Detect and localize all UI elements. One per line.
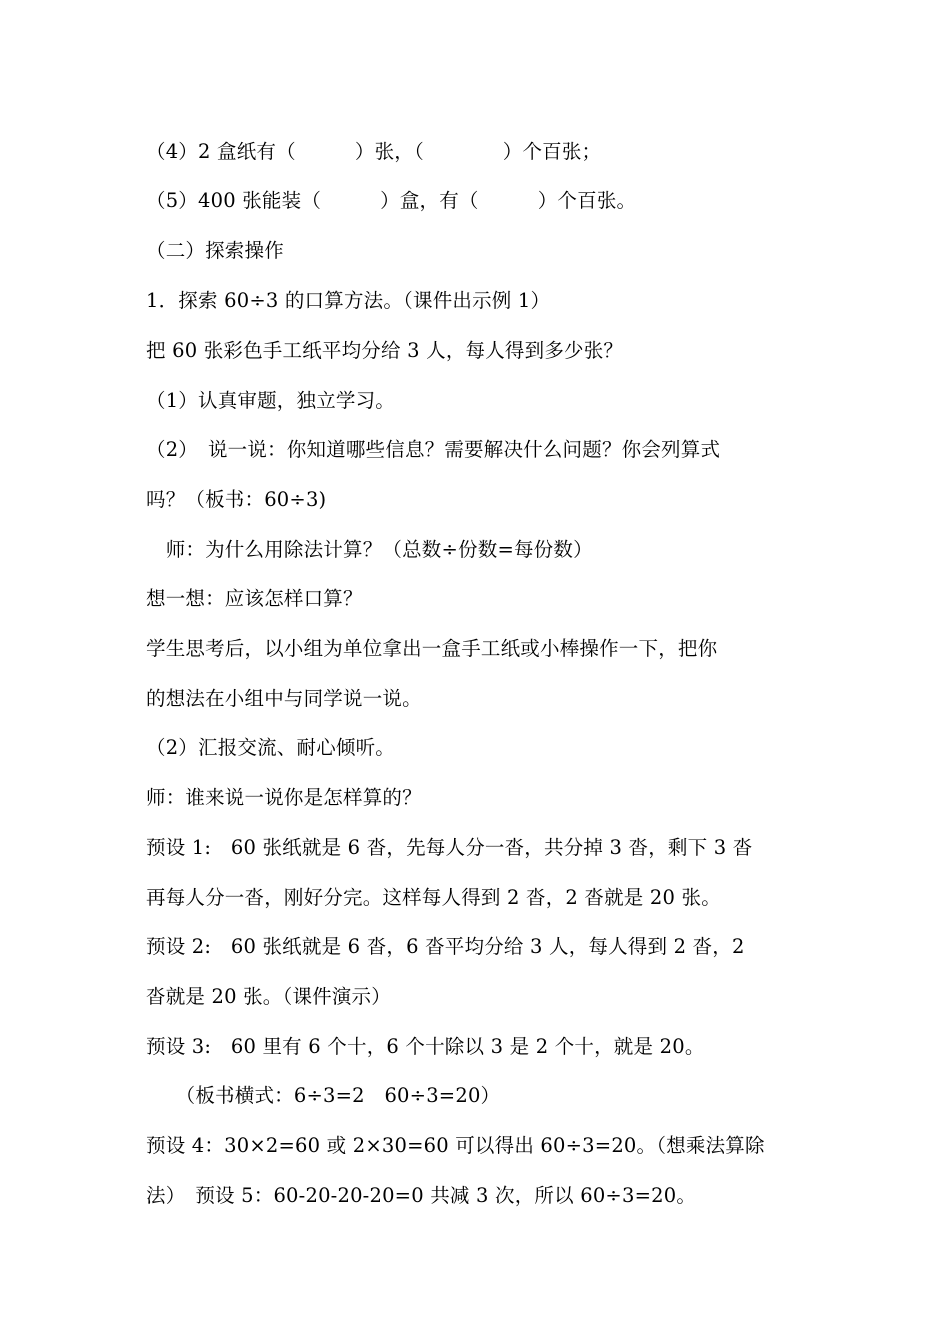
text-line: 法） 预设 5：60-20-20-20=0 共减 3 次，所以 60÷3=20。 [146, 1184, 697, 1207]
text-line: （板书横式：6÷3=2 60÷3=20） [146, 1084, 501, 1107]
text-line: 预设 4：30×2=60 或 2×30=60 可以得出 60÷3=20。（想乘法算除 [146, 1134, 765, 1157]
text-line: （5）400 张能装（ ）盒，有（ ）个百张。 [146, 189, 637, 212]
text-line: 1．探索 60÷3 的口算方法。（课件出示例 1） [146, 289, 551, 312]
text-line: 再每人分一沓，刚好分完。这样每人得到 2 沓，2 沓就是 20 张。 [146, 886, 721, 909]
text-line: 预设 1: 60 张纸就是 6 沓，先每人分一沓，共分掉 3 沓，剩下 3 沓 [146, 836, 753, 859]
text-line: 吗？（板书：60÷3) [146, 488, 327, 511]
text-line: 的想法在小组中与同学说一说。 [146, 687, 422, 710]
text-line: （1）认真审题，独立学习。 [146, 389, 396, 412]
section-heading: （二）探索操作 [146, 239, 284, 262]
text-line: （4）2 盒纸有（ ）张，（ ）个百张； [146, 140, 602, 163]
text-line: 学生思考后，以小组为单位拿出一盒手工纸或小棒操作一下，把你 [146, 637, 718, 660]
text-line: 想一想：应该怎样口算？ [146, 587, 363, 610]
text-line: （2） 说一说：你知道哪些信息？需要解决什么问题？你会列算式 [146, 438, 721, 461]
text-line: 师：谁来说一说你是怎样算的？ [146, 786, 422, 809]
text-line: 预设 3: 60 里有 6 个十，6 个十除以 3 是 2 个十，就是 20。 [146, 1035, 705, 1058]
text-line: （2）汇报交流、耐心倾听。 [146, 736, 396, 759]
text-line: 沓就是 20 张。（课件演示） [146, 985, 391, 1008]
text-line: 把 60 张彩色手工纸平均分给 3 人，每人得到多少张？ [146, 339, 624, 362]
text-line: 师：为什么用除法计算？（总数÷份数=每份数） [146, 538, 593, 561]
text-line: 预设 2: 60 张纸就是 6 沓，6 沓平均分给 3 人，每人得到 2 沓，2 [146, 935, 745, 958]
